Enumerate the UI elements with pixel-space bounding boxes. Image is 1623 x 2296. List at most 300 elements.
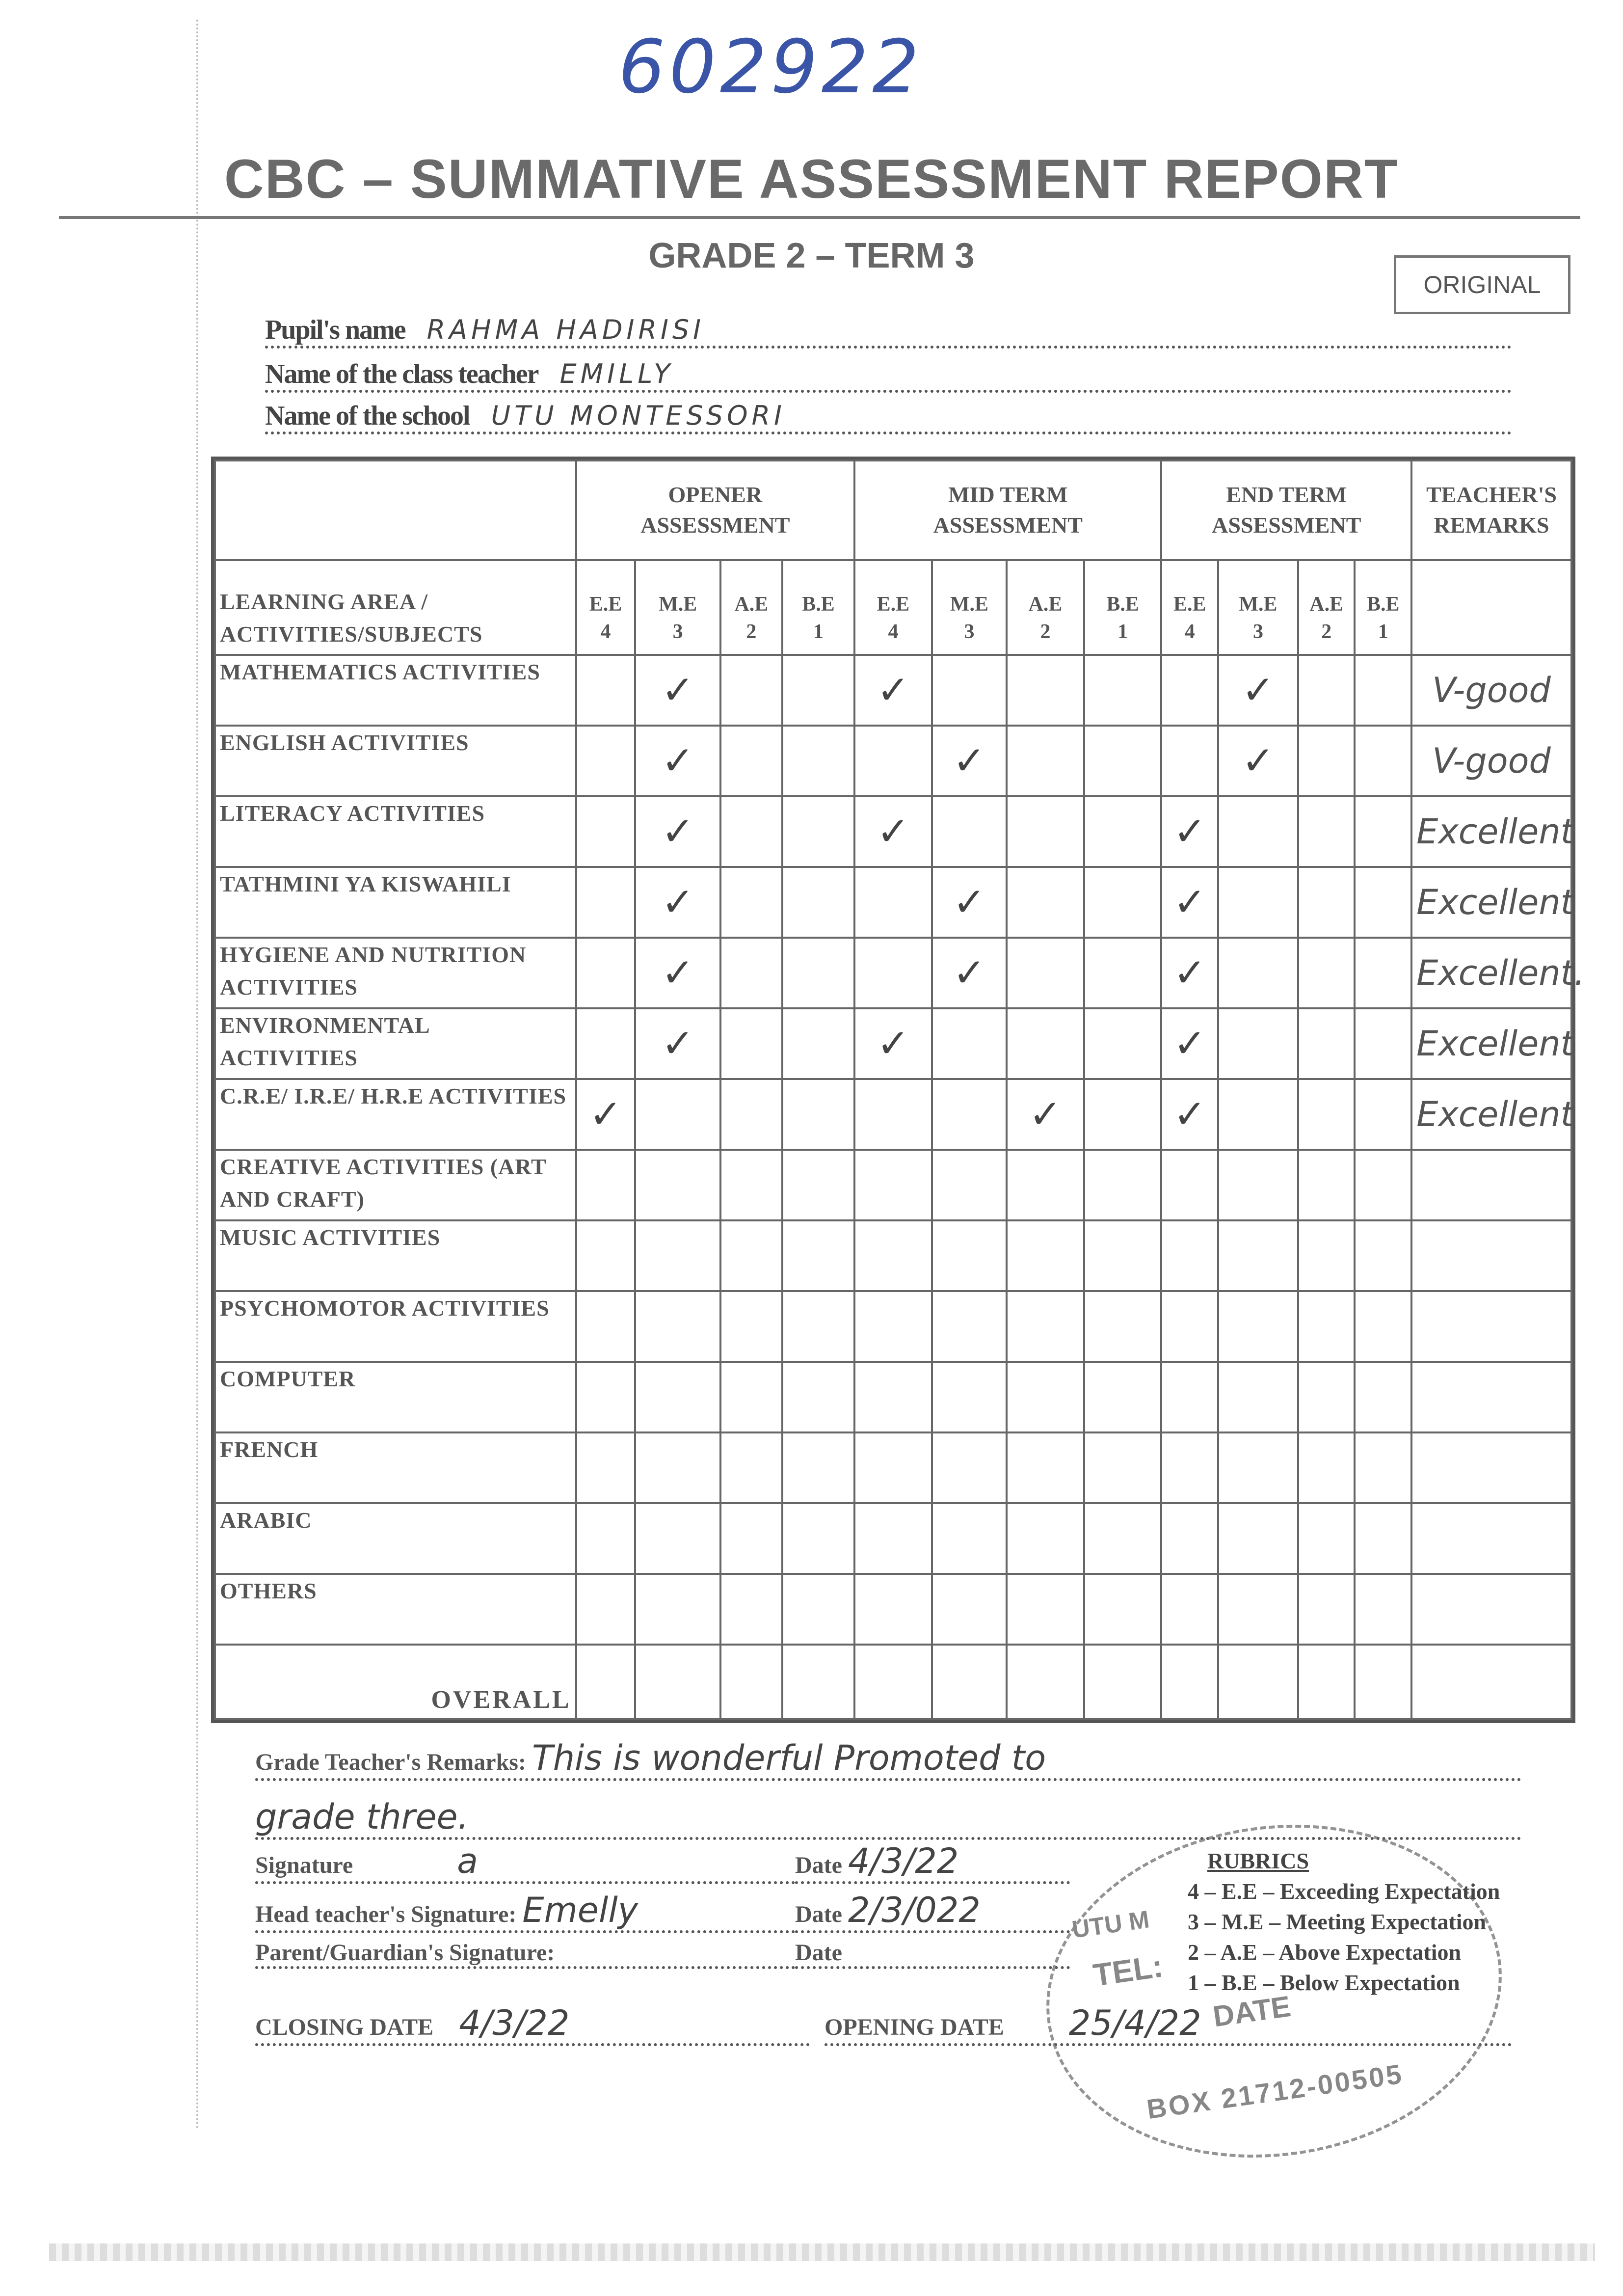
- date-value-2: 2/3/022: [848, 1890, 981, 1930]
- grade-cell: [1298, 1574, 1355, 1645]
- learning-area-header-line: LEARNING AREA /: [220, 589, 428, 614]
- level-number: 3: [1252, 620, 1263, 643]
- teacher-remark-cell: Excellent: [1411, 867, 1571, 938]
- rubric-item: 4 – E.E – Exceeding Expectation: [1188, 1879, 1500, 1904]
- grade-cell: [1218, 1150, 1298, 1220]
- level-number: 4: [600, 620, 611, 643]
- grade-cell: [1298, 796, 1355, 867]
- grade-cell: [1298, 1079, 1355, 1150]
- level-number: 4: [888, 620, 899, 643]
- overall-row: [215, 1645, 1571, 1719]
- grade-cell: [1298, 1362, 1355, 1432]
- grade-cell: [1355, 1503, 1411, 1574]
- grade-cell: [782, 1220, 854, 1291]
- grade-cell: [932, 796, 1007, 867]
- learning-area-cell: ENVIRONMENTAL ACTIVITIES: [215, 1008, 576, 1079]
- grade-cell: [1218, 938, 1298, 1008]
- grade-cell: [720, 938, 782, 1008]
- class-teacher-field: [265, 358, 1512, 393]
- level-code: E.E: [1173, 593, 1206, 616]
- grade-cell: [1355, 655, 1411, 726]
- grade-cell: [635, 1432, 720, 1503]
- grade-cell: [1218, 1220, 1298, 1291]
- level-header-cell: [1355, 560, 1411, 655]
- level-code: A.E: [1028, 593, 1063, 616]
- grade-cell: [1007, 1008, 1084, 1079]
- table-row: [215, 1220, 1571, 1291]
- date-value-1: 4/3/22: [848, 1841, 959, 1881]
- grade-cell: [1218, 1362, 1298, 1432]
- report-subtitle: GRADE 2 – TERM 3: [648, 236, 975, 275]
- grade-cell: [635, 1291, 720, 1362]
- teacher-remark-cell: [1411, 1362, 1571, 1432]
- learning-area-cell: MATHEMATICS ACTIVITIES: [215, 655, 576, 726]
- grade-cell: [1084, 938, 1162, 1008]
- grade-cell: [1218, 1503, 1298, 1574]
- grade-cell: [635, 1362, 720, 1432]
- grade-cell: [932, 1008, 1007, 1079]
- grade-cell: [1298, 1150, 1355, 1220]
- grade-cell: [576, 655, 636, 726]
- table-row: [215, 726, 1571, 796]
- learning-area-cell: LITERACY ACTIVITIES: [215, 796, 576, 867]
- report-title: CBC – SUMMATIVE ASSESSMENT REPORT: [224, 148, 1399, 210]
- grade-cell: [932, 1079, 1007, 1150]
- grade-cell: [1007, 1574, 1084, 1645]
- school-name-label: Name of the school: [265, 401, 470, 431]
- grade-cell: [635, 1574, 720, 1645]
- remarks-header-line: REMARKS: [1434, 513, 1549, 538]
- grade-cell: [1298, 726, 1355, 796]
- signature-mark: a: [457, 1841, 479, 1881]
- teacher-remark-cell: [1411, 1432, 1571, 1503]
- level-header-cell: [576, 560, 636, 655]
- grade-cell: [1007, 867, 1084, 938]
- level-number: 2: [1040, 620, 1051, 643]
- group-header-line: ASSESSMENT: [933, 513, 1083, 538]
- grade-cell: [854, 1079, 932, 1150]
- grade-cell: [1161, 796, 1218, 867]
- tick-mark-icon: ✓: [661, 809, 694, 855]
- level-number: 1: [813, 620, 824, 643]
- tick-mark-icon: ✓: [877, 667, 910, 713]
- date-label-2: Date: [795, 1901, 842, 1927]
- grade-cell: [1007, 1079, 1084, 1150]
- teacher-remark-cell: [1411, 1291, 1571, 1362]
- pupil-name-label: Pupil's name: [265, 315, 405, 345]
- learning-area-header-line: ACTIVITIES/SUBJECTS: [220, 621, 483, 647]
- learning-area-cell: FRENCH: [215, 1432, 576, 1503]
- tick-mark-icon: ✓: [1173, 950, 1206, 996]
- stamp-line-2: TEL:: [1091, 1948, 1165, 1993]
- level-number: 1: [1117, 620, 1128, 643]
- grade-cell: [932, 726, 1007, 796]
- table-header-row: [215, 460, 1571, 560]
- opening-date-label: OPENING DATE: [825, 2014, 1004, 2040]
- grade-cell: [720, 1432, 782, 1503]
- serial-number: 602922: [618, 25, 923, 110]
- teacher-remark-cell: Excellent: [1411, 1079, 1571, 1150]
- grade-cell: [1218, 1432, 1298, 1503]
- grade-cell: [1007, 1362, 1084, 1432]
- grade-cell: [1298, 1432, 1355, 1503]
- learning-area-cell: ARABIC: [215, 1503, 576, 1574]
- grade-cell: [720, 1008, 782, 1079]
- grade-cell: [1298, 1008, 1355, 1079]
- rubric-item: 1 – B.E – Below Expectation: [1188, 1970, 1460, 1995]
- level-header-cell: [1218, 560, 1298, 655]
- remarks-blank-cell: [1411, 560, 1571, 655]
- grade-cell: [576, 1503, 636, 1574]
- grade-cell: [1298, 1503, 1355, 1574]
- tick-mark-icon: ✓: [953, 738, 986, 784]
- level-header-cell: [1007, 560, 1084, 655]
- level-header-cell: [720, 560, 782, 655]
- tick-mark-icon: ✓: [877, 809, 910, 855]
- grade-cell: [1298, 655, 1355, 726]
- grade-cell: [932, 1291, 1007, 1362]
- grade-cell: [1355, 1008, 1411, 1079]
- grade-cell: [1355, 1079, 1411, 1150]
- rubrics-title: RUBRICS: [1207, 1848, 1309, 1873]
- overall-label: OVERALL: [215, 1645, 576, 1719]
- grade-cell: [932, 1503, 1007, 1574]
- tick-mark-icon: ✓: [953, 950, 986, 996]
- group-header-line: END TERM: [1226, 482, 1347, 508]
- stamp-line-3: DATE: [1211, 1989, 1293, 2033]
- overall-cell: [782, 1645, 854, 1719]
- grade-cell: [1355, 726, 1411, 796]
- grade-cell: [932, 1574, 1007, 1645]
- signature-field: [255, 1841, 795, 1884]
- title-rule: [59, 216, 1580, 219]
- grade-cell: [720, 1291, 782, 1362]
- table-row: [215, 1008, 1571, 1079]
- grade-cell: [1161, 938, 1218, 1008]
- learning-area-cell: COMPUTER: [215, 1362, 576, 1432]
- level-number: 3: [672, 620, 683, 643]
- head-teacher-signature: Emelly: [522, 1890, 639, 1930]
- grade-cell: [576, 1362, 636, 1432]
- grade-cell: [635, 655, 720, 726]
- level-code: M.E: [950, 593, 989, 616]
- grade-cell: [576, 867, 636, 938]
- grade-cell: [1007, 1220, 1084, 1291]
- level-number: 4: [1184, 620, 1195, 643]
- level-header-cell: [1298, 560, 1355, 655]
- grade-cell: [576, 1150, 636, 1220]
- overall-cell: [854, 1645, 932, 1719]
- grade-cell: [1298, 1220, 1355, 1291]
- grade-cell: [854, 1362, 932, 1432]
- grade-cell: [1161, 1150, 1218, 1220]
- grade-cell: [1161, 1362, 1218, 1432]
- group-header-line: ASSESSMENT: [1212, 513, 1361, 538]
- grade-cell: [854, 655, 932, 726]
- grade-cell: [635, 1220, 720, 1291]
- learning-area-cell: TATHMINI YA KISWAHILI: [215, 867, 576, 938]
- grade-cell: [1298, 938, 1355, 1008]
- parent-signature-field: [255, 1939, 795, 1969]
- tick-mark-icon: ✓: [661, 950, 694, 996]
- grade-cell: [1161, 1574, 1218, 1645]
- grade-cell: [635, 1503, 720, 1574]
- grade-cell: [720, 867, 782, 938]
- remarks-header-line: TEACHER'S: [1426, 482, 1557, 508]
- grade-cell: [635, 1008, 720, 1079]
- grade-cell: [782, 1008, 854, 1079]
- grade-cell: [932, 867, 1007, 938]
- date-label-1: Date: [795, 1852, 842, 1878]
- grade-cell: [1298, 867, 1355, 938]
- table-row: [215, 1432, 1571, 1503]
- level-header-row: [215, 560, 1571, 655]
- tick-mark-icon: ✓: [661, 667, 694, 713]
- grade-cell: [932, 655, 1007, 726]
- rubrics-legend: [1188, 1846, 1500, 1998]
- date-field-2: [795, 1890, 1070, 1933]
- grade-cell: [1161, 867, 1218, 938]
- grade-cell: [854, 726, 932, 796]
- level-code: M.E: [1239, 593, 1277, 616]
- grade-cell: [576, 1220, 636, 1291]
- table-row: [215, 1291, 1571, 1362]
- grade-cell: [576, 726, 636, 796]
- grade-cell: [1161, 1432, 1218, 1503]
- level-code: B.E: [1367, 593, 1400, 616]
- overall-cell: [1411, 1645, 1571, 1719]
- grade-cell: [1084, 796, 1162, 867]
- overall-cell: [1298, 1645, 1355, 1719]
- grade-cell: [1298, 1291, 1355, 1362]
- grade-remarks-text: This is wonderful Promoted to: [532, 1738, 1046, 1778]
- table-row: [215, 796, 1571, 867]
- head-teacher-signature-field: [255, 1890, 795, 1933]
- tick-mark-icon: ✓: [1173, 1021, 1206, 1067]
- grade-cell: [1161, 1220, 1218, 1291]
- grade-cell: [1218, 1008, 1298, 1079]
- tick-mark-icon: ✓: [661, 879, 694, 925]
- level-header-cell: [782, 560, 854, 655]
- grade-cell: [782, 938, 854, 1008]
- learning-area-cell: C.R.E/ I.R.E/ H.R.E ACTIVITIES: [215, 1079, 576, 1150]
- level-header-cell: [635, 560, 720, 655]
- overall-cell: [1218, 1645, 1298, 1719]
- date-field-1: [795, 1841, 1070, 1884]
- overall-cell: [932, 1645, 1007, 1719]
- grade-cell: [720, 1150, 782, 1220]
- grade-cell: [1355, 1220, 1411, 1291]
- level-header-cell: [1084, 560, 1162, 655]
- date-field-3: [795, 1939, 1070, 1969]
- grade-cell: [1218, 655, 1298, 726]
- grade-cell: [635, 726, 720, 796]
- learning-area-header: [215, 560, 576, 655]
- head-teacher-label: Head teacher's Signature:: [255, 1901, 517, 1927]
- grade-cell: [1084, 1362, 1162, 1432]
- stamp-line-1: UTU M: [1070, 1905, 1151, 1944]
- level-code: B.E: [1106, 593, 1139, 616]
- signature-label: Signature: [255, 1852, 353, 1878]
- rubric-item: 3 – M.E – Meeting Expectation: [1188, 1909, 1487, 1934]
- header-blank-cell: [215, 460, 576, 560]
- grade-cell: [1218, 1079, 1298, 1150]
- grade-cell: [576, 1291, 636, 1362]
- grade-cell: [854, 938, 932, 1008]
- teacher-remark-cell: V-good: [1411, 726, 1571, 796]
- tick-mark-icon: ✓: [1173, 879, 1206, 925]
- scan-bottom-strip: [49, 2243, 1595, 2261]
- grade-cell: [1007, 726, 1084, 796]
- grade-cell: [576, 1432, 636, 1503]
- teacher-remark-cell: Excellent: [1411, 1008, 1571, 1079]
- grade-cell: [854, 1150, 932, 1220]
- grade-cell: [932, 1150, 1007, 1220]
- overall-cell: [1084, 1645, 1162, 1719]
- group-header-line: OPENER: [668, 482, 763, 508]
- table-row: [215, 655, 1571, 726]
- level-code: B.E: [802, 593, 835, 616]
- tick-mark-icon: ✓: [1029, 1091, 1062, 1137]
- grade-cell: [1084, 1432, 1162, 1503]
- tick-mark-icon: ✓: [589, 1091, 622, 1137]
- tick-mark-icon: ✓: [1241, 738, 1275, 784]
- tick-mark-icon: ✓: [1173, 1091, 1206, 1137]
- grade-cell: [1084, 726, 1162, 796]
- overall-cell: [720, 1645, 782, 1719]
- grade-cell: [1161, 655, 1218, 726]
- teacher-remark-cell: [1411, 1503, 1571, 1574]
- level-code: A.E: [734, 593, 769, 616]
- grade-cell: [720, 796, 782, 867]
- level-header-cell: [854, 560, 932, 655]
- grade-cell: [782, 1503, 854, 1574]
- level-code: M.E: [659, 593, 697, 616]
- grade-cell: [720, 1362, 782, 1432]
- overall-cell: [1355, 1645, 1411, 1719]
- grade-cell: [782, 1432, 854, 1503]
- date-label-3: Date: [795, 1940, 842, 1966]
- assessment-table: [211, 457, 1585, 1723]
- grade-cell: [1355, 1291, 1411, 1362]
- grade-cell: [720, 1220, 782, 1291]
- grade-remarks-text-2: grade three.: [255, 1797, 469, 1837]
- grade-cell: [1007, 655, 1084, 726]
- grade-cell: [1084, 1150, 1162, 1220]
- closing-date-label: CLOSING DATE: [255, 2014, 434, 2040]
- grade-cell: [932, 1362, 1007, 1432]
- teacher-remark-cell: Excellent.: [1411, 938, 1571, 1008]
- original-badge: ORIGINAL: [1394, 255, 1570, 314]
- grade-cell: [576, 938, 636, 1008]
- grade-cell: [576, 1574, 636, 1645]
- level-header-cell: [932, 560, 1007, 655]
- overall-cell: [576, 1645, 636, 1719]
- level-header-cell: [1161, 560, 1218, 655]
- grade-cell: [1355, 1362, 1411, 1432]
- school-name-field: [265, 400, 1512, 434]
- tick-mark-icon: ✓: [661, 1021, 694, 1067]
- assessment-group-header: [576, 460, 855, 560]
- level-code: E.E: [877, 593, 910, 616]
- grade-teacher-remarks: [255, 1738, 1521, 1781]
- level-number: 1: [1378, 620, 1388, 643]
- level-number: 2: [746, 620, 757, 643]
- level-number: 3: [964, 620, 975, 643]
- grade-cell: [854, 1291, 932, 1362]
- grade-cell: [720, 1079, 782, 1150]
- table-row: [215, 1150, 1571, 1220]
- grade-cell: [635, 1079, 720, 1150]
- pupil-name-field: [265, 314, 1512, 349]
- table-row: [215, 1503, 1571, 1574]
- table-row: [215, 1362, 1571, 1432]
- learning-area-cell: MUSIC ACTIVITIES: [215, 1220, 576, 1291]
- grade-cell: [1007, 1150, 1084, 1220]
- grade-remarks-label: Grade Teacher's Remarks:: [255, 1749, 526, 1775]
- teacher-remark-cell: Excellent: [1411, 796, 1571, 867]
- grade-cell: [635, 867, 720, 938]
- grade-cell: [1007, 796, 1084, 867]
- learning-area-cell: HYGIENE AND NUTRITION ACTIVITIES: [215, 938, 576, 1008]
- grade-cell: [1161, 1079, 1218, 1150]
- grade-cell: [932, 1220, 1007, 1291]
- grade-cell: [782, 796, 854, 867]
- grade-cell: [1084, 1008, 1162, 1079]
- grade-cell: [720, 1574, 782, 1645]
- grade-cell: [1355, 867, 1411, 938]
- grade-cell: [1355, 938, 1411, 1008]
- scan-edge-line: [196, 20, 198, 2131]
- class-teacher-label: Name of the class teacher: [265, 359, 538, 389]
- level-code: A.E: [1309, 593, 1344, 616]
- overall-cell: [1161, 1645, 1218, 1719]
- grade-cell: [932, 1432, 1007, 1503]
- overall-cell: [635, 1645, 720, 1719]
- grade-cell: [854, 1432, 932, 1503]
- grade-cell: [1161, 1291, 1218, 1362]
- remarks-header: [1411, 460, 1571, 560]
- teacher-remark-cell: [1411, 1150, 1571, 1220]
- grade-cell: [635, 938, 720, 1008]
- teacher-remark-cell: [1411, 1574, 1571, 1645]
- pupil-name-value: RAHMA HADIRISI: [426, 314, 705, 345]
- grade-cell: [854, 1574, 932, 1645]
- level-number: 2: [1321, 620, 1332, 643]
- assessment-group-header: [1161, 460, 1411, 560]
- grade-cell: [854, 867, 932, 938]
- learning-area-cell: PSYCHOMOTOR ACTIVITIES: [215, 1291, 576, 1362]
- table-row: [215, 938, 1571, 1008]
- grade-cell: [1007, 1291, 1084, 1362]
- group-header-line: ASSESSMENT: [640, 513, 790, 538]
- grade-cell: [932, 938, 1007, 1008]
- school-name-value: UTU MONTESSORI: [491, 400, 786, 431]
- grade-cell: [1007, 938, 1084, 1008]
- grade-cell: [854, 1503, 932, 1574]
- grade-cell: [782, 1291, 854, 1362]
- grade-cell: [1084, 1220, 1162, 1291]
- grade-cell: [1218, 726, 1298, 796]
- parent-label: Parent/Guardian's Signature:: [255, 1940, 555, 1966]
- grade-cell: [1218, 1291, 1298, 1362]
- grade-cell: [1007, 1432, 1084, 1503]
- opening-date-value: 25/4/22: [1068, 2003, 1201, 2043]
- grade-cell: [1084, 1574, 1162, 1645]
- learning-area-cell: CREATIVE ACTIVITIES (ART AND CRAFT): [215, 1150, 576, 1220]
- grade-cell: [782, 1150, 854, 1220]
- closing-date-value: 4/3/22: [459, 2003, 570, 2043]
